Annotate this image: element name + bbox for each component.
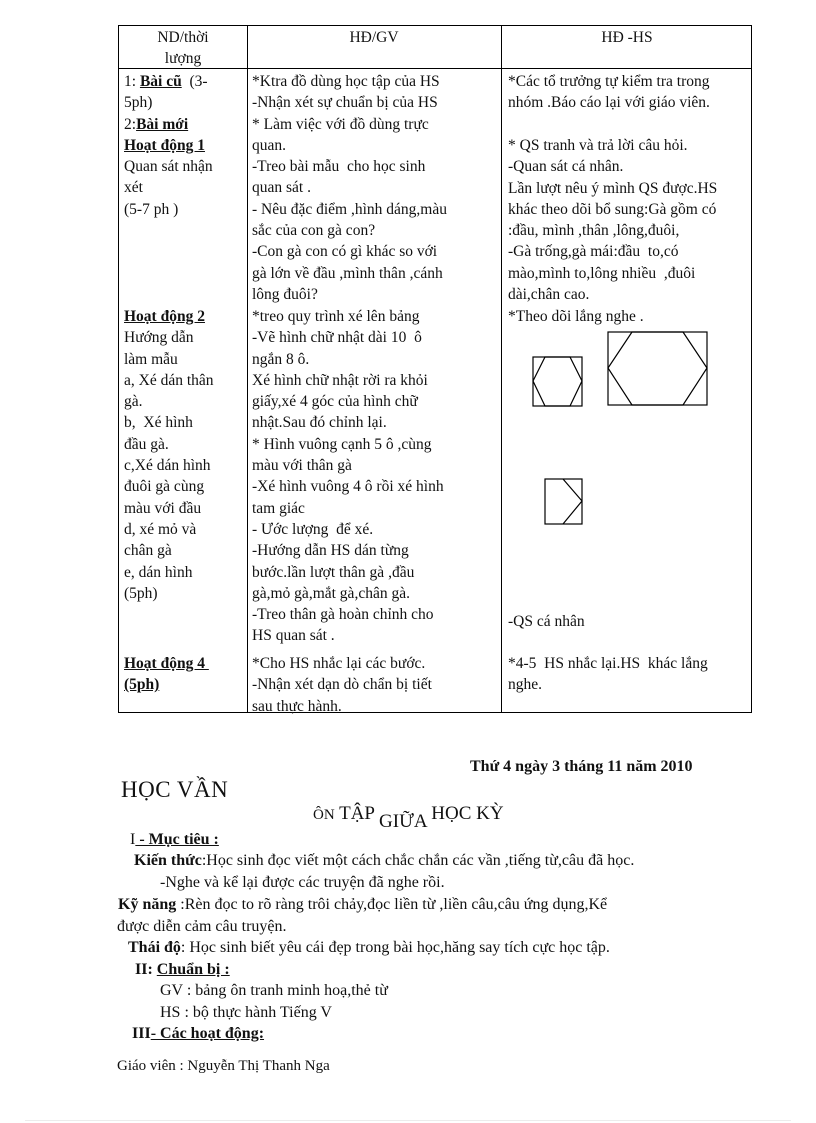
header-student-activity: HĐ -HS	[601, 29, 653, 46]
header-teacher-activity: HĐ/GV	[349, 29, 399, 46]
section-title: HỌC VẦN	[121, 777, 229, 802]
tear-rectangle-small-diagram	[532, 356, 584, 408]
preparation-heading: II: Chuẩn bị :	[135, 961, 230, 978]
preparation-student: HS : bộ thực hành Tiếng V	[160, 1004, 332, 1021]
lesson-subtitle: ÔN TẬP GIỮA HỌC KỲ	[313, 803, 504, 832]
footer-teacher-name: Giáo viên : Nguyễn Thị Thanh Nga	[117, 1058, 330, 1074]
objectives-heading: I - Mục tiêu :	[130, 831, 219, 848]
skill-line: Kỹ năng :Rèn đọc to rõ ràng trôi chảy,đọc liền từ ,liền câu,câu ứng dụng,Kể	[118, 896, 608, 913]
col2-row2-teacher: *treo quy trình xé lên bảng -Vẽ hình chữ nhật dài 10 ô ngắn 8 ô. Xé hình chữ nhật rời ra khỏi giấy,xé 4 góc của hình chữ nhật.Sau đó chỉnh lại. * Hình vuông cạnh 5 ô ,cùng màu với thân gà -Xé hình vuông 4 ô rồi xé hình tam giác - Ước lượng để xé. -Hướng dẫn HS dán từng bước.lần lượt thân gà ,đầu gà,mỏ gà,mắt gà,chân gà. -Treo thân gà hoàn chỉnh cho HS quan sát .	[252, 308, 444, 645]
col1-activity-2: Hoạt động 2 Hướng dẫn làm mẫu a, Xé dán thân gà. b, Xé hình đầu gà. c,Xé dán hình đuôi gà cùng màu với đầu d, xé mỏ và chân gà e, dán hình (5ph)	[124, 308, 214, 602]
tear-rectangle-large-diagram	[607, 331, 709, 407]
col1-review: 1: Bài cũ (3- 5ph) 2:Bài mới Hoạt động 1 Quan sát nhận xét (5-7 ph )	[124, 73, 213, 218]
footer-divider	[25, 1120, 791, 1121]
col3-row2-student-b: -QS cá nhân	[508, 613, 585, 630]
col1-activity-4: Hoạt động 4 (5ph)	[124, 655, 209, 694]
preparation-teacher: GV : bảng ôn tranh minh hoạ,thẻ từ	[160, 982, 388, 999]
attitude-line: Thái độ: Học sinh biết yêu cái đẹp trong bài học,hăng say tích cực học tập.	[128, 939, 610, 956]
header-content-duration: ND/thời lượng	[157, 29, 209, 67]
lesson-plan-table	[118, 25, 752, 713]
knowledge-line: Kiến thức:Học sinh đọc viết một cách chắc chắn các vần ,tiếng từ,câu đã học.	[134, 852, 635, 869]
column-divider	[501, 26, 502, 712]
col3-row1-student-a: *Các tổ trưởng tự kiểm tra trong nhóm .Báo cáo lại với giáo viên.	[508, 73, 710, 112]
col3-row1-student-b: * QS tranh và trả lời câu hỏi. -Quan sát cá nhân. Lần lượt nêu ý mình QS được.HS khác theo dõi bổ sung:Gà gồm có :đầu, mình ,thân ,lông,đuôi, -Gà trống,gà mái:đầu to,có mào,mình to,lông nhiều ,đuôi dài,chân cao.	[508, 137, 718, 304]
col2-row1-teacher: *Ktra đồ dùng học tập của HS -Nhận xét sự chuẩn bị của HS * Làm việc với đồ dùng trực quan. -Treo bài mẫu cho học sinh quan sát . - Nêu đặc điểm ,hình dáng,màu sắc của con gà con? -Con gà con có gì khác so với gà lớn về đầu ,mình thân ,cánh lông đuôi?	[252, 73, 447, 303]
col3-row2-student-a: *Theo dõi lắng nghe .	[508, 308, 644, 325]
knowledge-line-2: -Nghe và kể lại được các truyện đã nghe rồi.	[160, 874, 445, 891]
activities-heading: III- Các hoạt động:	[132, 1025, 265, 1042]
col2-row3-teacher: *Cho HS nhắc lại các bước. -Nhận xét dạn dò chẩn bị tiết sau thực hành.	[252, 655, 432, 715]
column-divider	[247, 26, 248, 712]
col3-row3-student: *4-5 HS nhắc lại.HS khác lắng nghe.	[508, 655, 708, 694]
date-line: Thứ 4 ngày 3 tháng 11 năm 2010	[470, 758, 693, 775]
skill-line-2: được diễn cảm câu truyện.	[117, 918, 287, 935]
tear-square-triangle-diagram	[544, 478, 584, 526]
